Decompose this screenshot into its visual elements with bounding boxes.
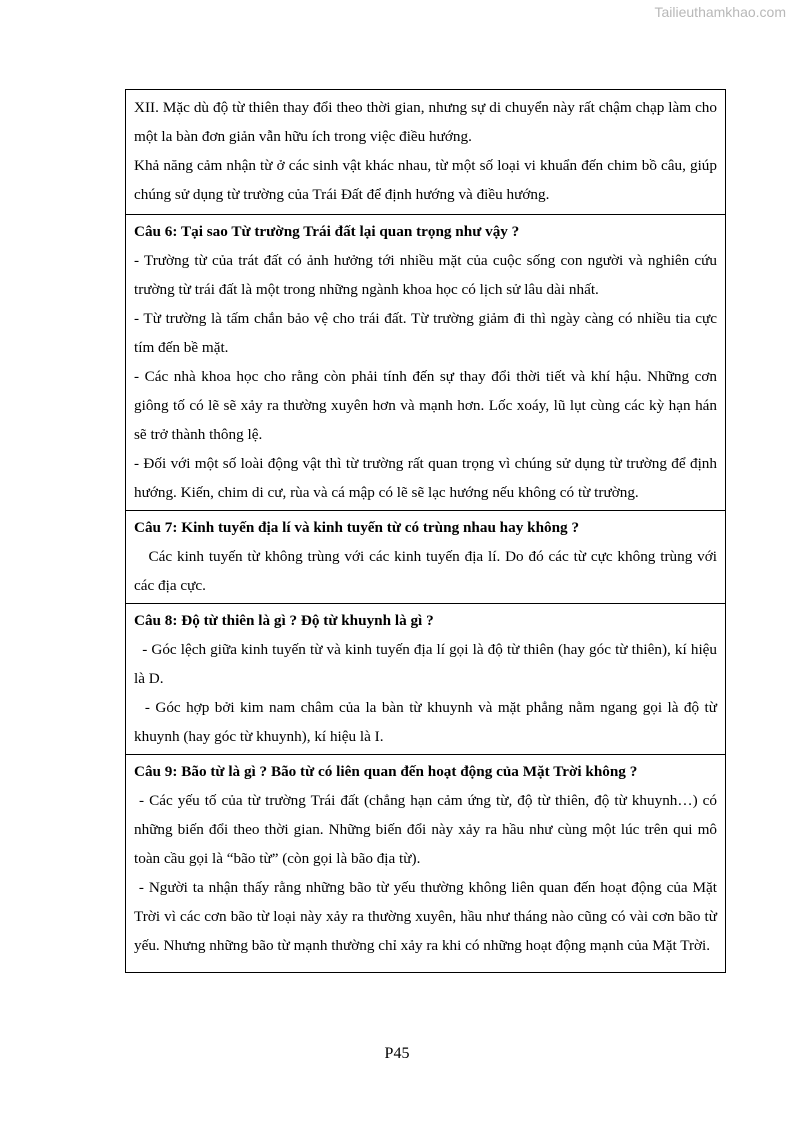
table-row [126, 604, 726, 755]
paragraph: - Trường từ của trát đất có ảnh hưởng tới nhiều mặt của cuộc sống con người và nghiên cứu trường từ trái đất là một trong những ngành khoa học có lịch sử lâu dài nhất. [134, 252, 717, 298]
qa-table [125, 89, 726, 973]
paragraph: Khả năng cảm nhận từ ở các sinh vật khác nhau, từ một số loại vi khuẩn đến chim bồ câu, giúp chúng sử dụng từ trường của Trái Đất để định hướng và điều hướng. [134, 157, 717, 203]
table-cell [126, 511, 726, 604]
watermark: Tailieuthamkhao.com [654, 4, 786, 20]
table-cell [126, 215, 726, 511]
question-heading: Câu 8: Độ từ thiên là gì ? Độ từ khuynh là gì ? [134, 612, 434, 629]
paragraph: Các kinh tuyến từ không trùng với các kinh tuyến địa lí. Do đó các từ cực không trùng với các địa cực. [134, 548, 721, 594]
paragraph: - Đối với một số loài động vật thì từ trường rất quan trọng vì chúng sử dụng từ trường để định hướng. Kiến, chim di cư, rùa và cá mập có lẽ sẽ lạc hướng nếu không có từ trường. [134, 455, 717, 501]
paragraph: - Các nhà khoa học cho rằng còn phải tính đến sự thay đổi thời tiết và khí hậu. Những cơn giông tố có lẽ sẽ xảy ra thường xuyên hơn và mạnh hơn. Lốc xoáy, lũ lụt cùng các kỳ hạn hán sẽ trở thành thông lệ. [134, 368, 717, 443]
paragraph: XII. Mặc dù độ từ thiên thay đổi theo thời gian, nhưng sự di chuyển này rất chậm chạp làm cho một la bàn đơn giản vẫn hữu ích trong việc điều hướng. [134, 99, 717, 145]
page-number: P45 [384, 1045, 410, 1062]
paragraph: - Người ta nhận thấy rằng những bão từ yếu thường không liên quan đến hoạt động của Mặt Trời vì các cơn bão từ loại này xảy ra thường xuyên, hầu như tháng nào cũng có vài cơn bão từ yếu. Nhưng những bão từ mạnh thường chỉ xảy ra khi có những hoạt động mạnh của Mặt Trời. [134, 879, 721, 954]
question-heading: Câu 7: Kinh tuyến địa lí và kinh tuyến từ có trùng nhau hay không ? [134, 519, 580, 536]
paragraph: - Từ trường là tấm chắn bảo vệ cho trái đất. Từ trường giảm đi thì ngày càng có nhiều tia cực tím đến bề mặt. [134, 310, 717, 356]
table-cell [126, 755, 726, 973]
table-cell [126, 604, 726, 755]
paragraph: - Góc lệch giữa kinh tuyến từ và kinh tuyến địa lí gọi là độ từ thiên (hay góc từ thiên), kí hiệu là D. [134, 641, 721, 687]
table-row [126, 511, 726, 604]
table-cell [126, 90, 726, 215]
question-heading: Câu 6: Tại sao Từ trường Trái đất lại quan trọng như vậy ? [134, 223, 520, 240]
question-heading: Câu 9: Bão từ là gì ? Bão từ có liên quan đến hoạt động của Mặt Trời không ? [134, 763, 638, 780]
table-row [126, 90, 726, 215]
paragraph: - Các yếu tố của từ trường Trái đất (chẳng hạn cảm ứng từ, độ từ thiên, độ từ khuynh…) có những biến đổi theo thời gian. Những biến đổi này xảy ra hầu như cùng một lúc trên qui mô toàn cầu gọi là “bão từ” (còn gọi là bão địa từ). [134, 792, 721, 867]
table-row [126, 755, 726, 973]
table-row [126, 215, 726, 511]
paragraph: - Góc hợp bởi kim nam châm của la bàn từ khuynh và mặt phẳng nằm ngang gọi là độ từ khuynh (hay góc từ khuynh), kí hiệu là I. [134, 699, 721, 745]
